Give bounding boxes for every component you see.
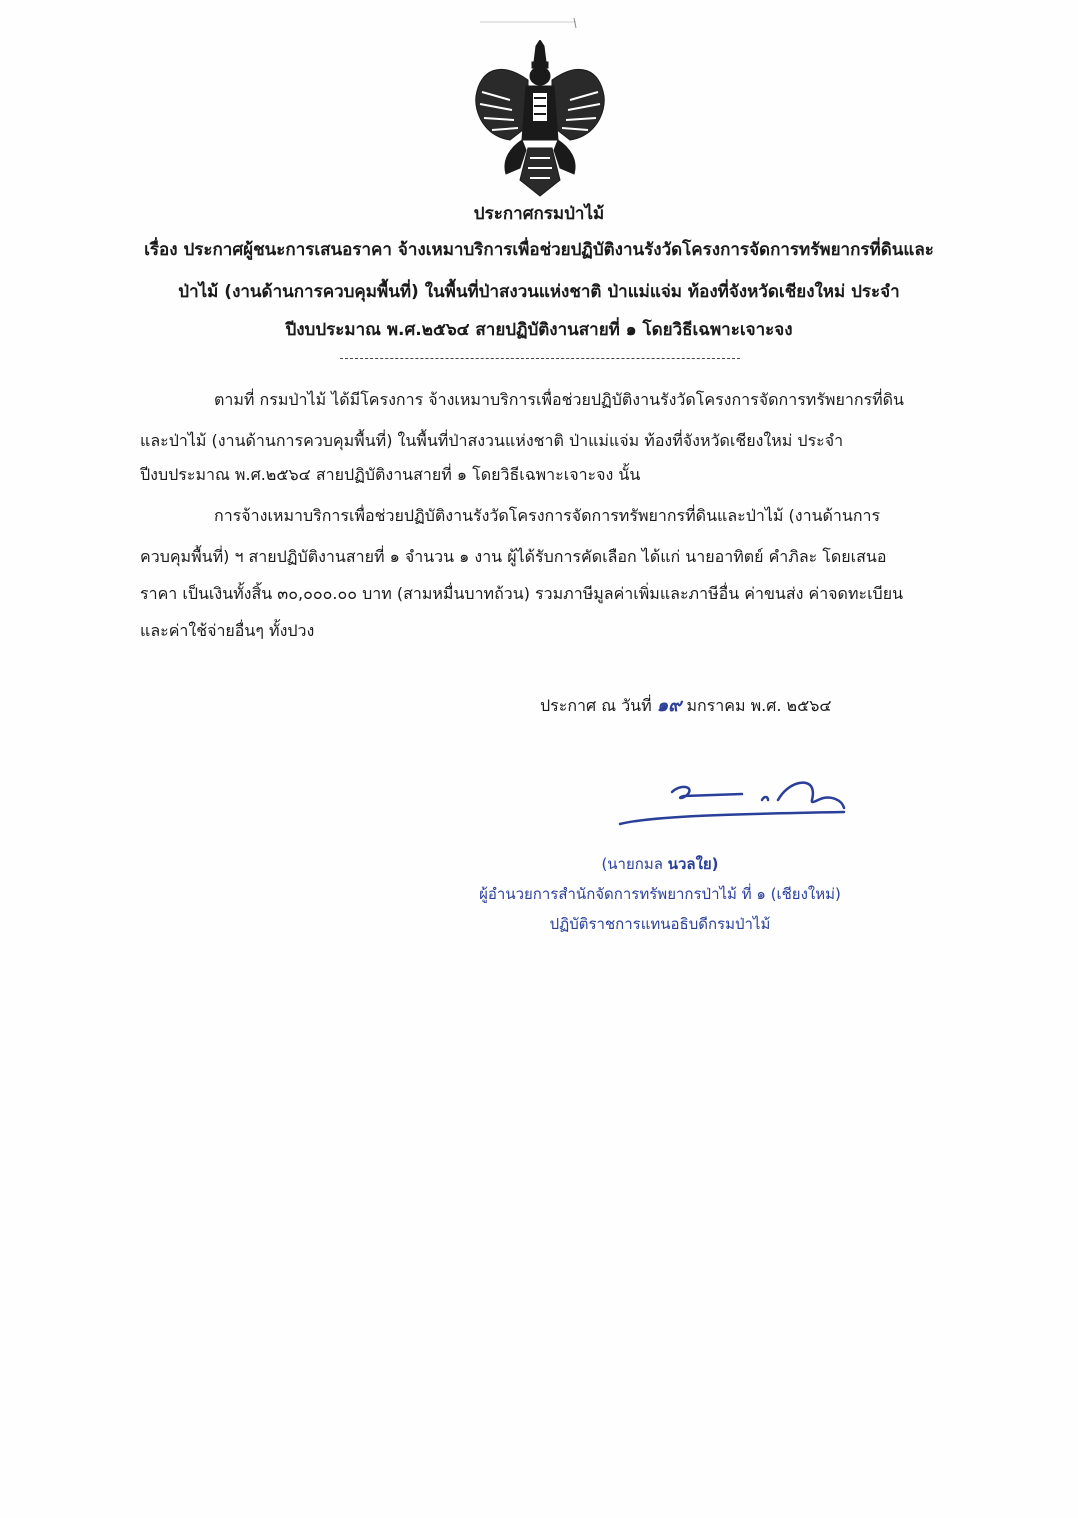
body-text-line: การจ้างเหมาบริการเพื่อช่วยปฏิบัติงานรังวัดโครงการจัดการทรัพยากรที่ดินและป่าไม้ (งานด้านการ (214, 506, 881, 525)
date-prefix: ประกาศ ณ วันที่ (540, 696, 657, 715)
body-text-line: ตามที่ กรมป่าไม้ ได้มีโครงการ จ้างเหมาบริการเพื่อช่วยปฏิบัติงานรังวัดโครงการจัดการทรัพยากรที่ดิน (214, 390, 904, 409)
date-day-handwritten: ๑๙ (656, 695, 682, 716)
signer-position: ผู้อำนวยการสำนักจัดการทรัพยากรป่าไม้ ที่ ๑ (เชียงใหม่) (479, 885, 841, 903)
announcement-date (540, 690, 831, 719)
date-suffix: มกราคม พ.ศ. ๒๕๖๔ (681, 696, 832, 715)
document-title: ประกาศกรมป่าไม้ (473, 204, 605, 224)
signer-name: (นายกมล นวลใย) (601, 855, 719, 873)
body-text-line: และป่าไม้ (งานด้านการควบคุมพื้นที่) ในพื้นที่ป่าสงวนแห่งชาติ ป่าแม่แจ่ม ท้องที่จังหวัดเชียงใหม่ ประจำ (140, 431, 844, 450)
body-text-line: และค่าใช้จ่ายอื่นๆ ทั้งปวง (140, 621, 315, 640)
scan-mark-icon (478, 18, 578, 28)
subject-line: เรื่อง ประกาศผู้ชนะการเสนอราคา จ้างเหมาบริการเพื่อช่วยปฏิบัติงานรังวัดโครงการจัดการทรัพยากรที่ดินและ (144, 240, 934, 260)
body-text-line: ปีงบประมาณ พ.ศ.๒๕๖๔ สายปฏิบัติงานสายที่ ๑ โดยวิธีเฉพาะเจาะจง นั้น (140, 465, 641, 484)
body-text-line: ควบคุมพื้นที่) ฯ สายปฏิบัติงานสายที่ ๑ จำนวน ๑ งาน ผู้ได้รับการคัดเลือก ได้แก่ นายอาทิตย์ คำภิละ โดยเสนอ (140, 547, 887, 566)
signature-icon (612, 770, 862, 830)
subject-line: ป่าไม้ (งานด้านการควบคุมพื้นที่) ในพื้นที่ป่าสงวนแห่งชาติ ป่าแม่แจ่ม ท้องที่จังหวัดเชียงใหม่ ประจำ (178, 282, 900, 302)
garuda-emblem-icon (470, 40, 610, 200)
body-text-line: ราคา เป็นเงินทั้งสิ้น ๓๐,๐๐๐.๐๐ บาท (สามหมื่นบาทถ้วน) รวมภาษีมูลค่าเพิ่มและภาษีอื่น ค่าขนส่ง ค่าจดทะเบียน (140, 584, 904, 603)
subject-line: ปีงบประมาณ พ.ศ.๒๕๖๔ สายปฏิบัติงานสายที่ ๑ โดยวิธีเฉพาะเจาะจง (285, 320, 793, 340)
signer-position: ปฏิบัติราชการแทนอธิบดีกรมป่าไม้ (549, 915, 771, 933)
divider (340, 358, 740, 359)
